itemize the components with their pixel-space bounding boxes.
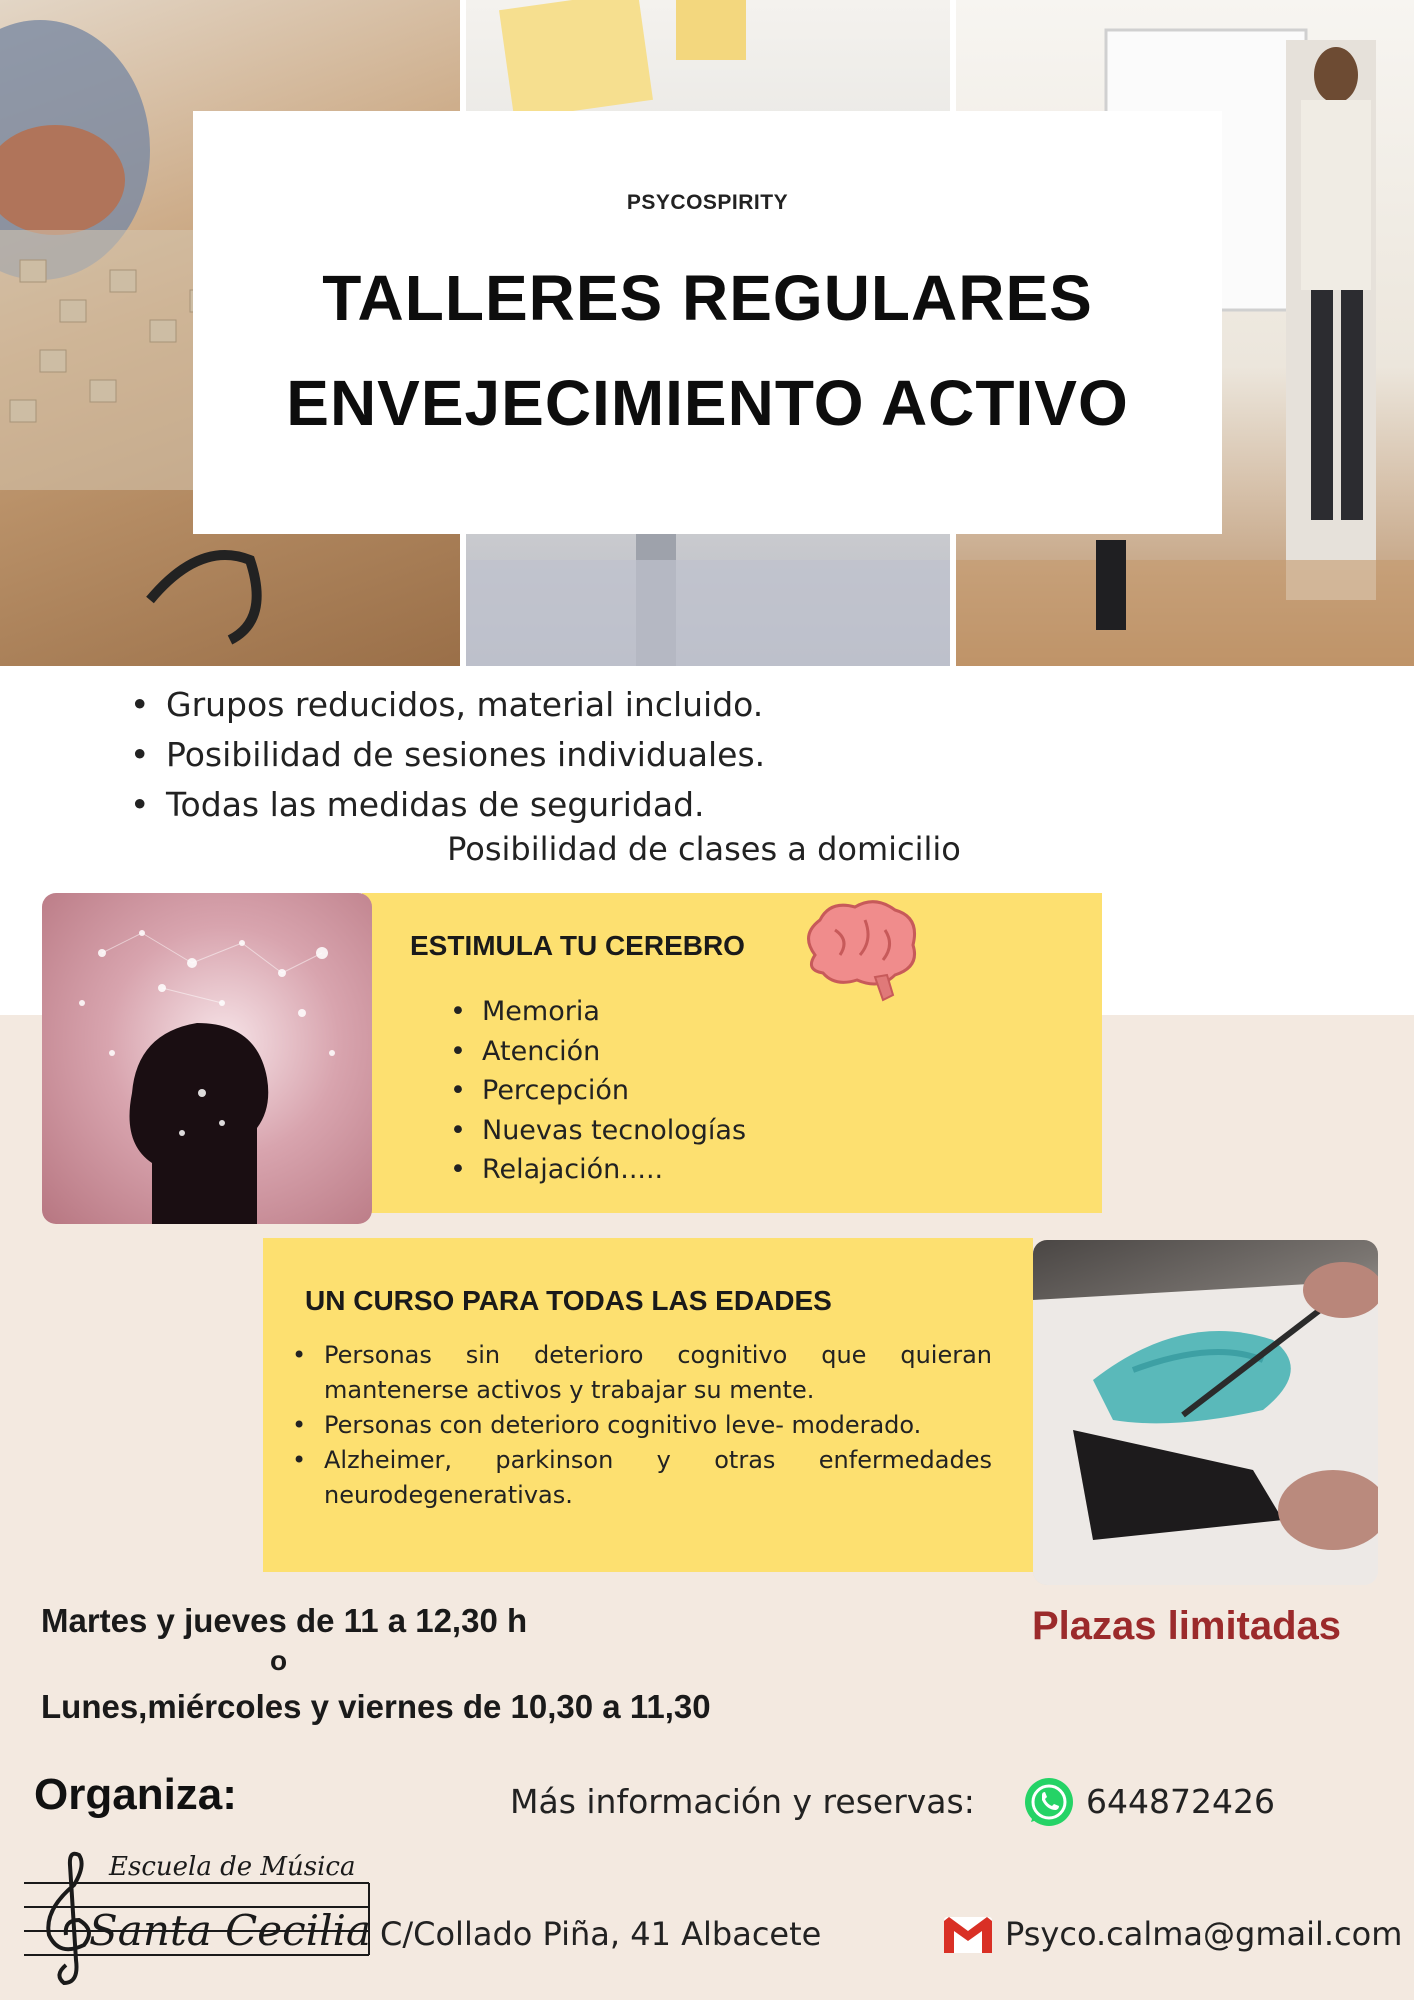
list-item: • Percepción (450, 1071, 746, 1111)
list-item: • Grupos reducidos, material incluido. (130, 680, 765, 730)
features-list (130, 680, 765, 830)
page-title-line1: TALLERES REGULARES (322, 262, 1093, 334)
list-item: • Atención (450, 1032, 746, 1072)
address: C/Collado Piña, 41 Albacete (380, 1915, 822, 1953)
list-item: • Relajación..... (450, 1150, 746, 1190)
home-visits-note (0, 830, 1414, 868)
list-item: • Alzheimer, parkinson y otras enfermedades neurodegenerativas. (292, 1443, 992, 1513)
ages-list (292, 1338, 992, 1513)
gmail-icon (942, 1913, 994, 1955)
limited-places-label: Plazas limitadas (1032, 1604, 1342, 1648)
schedule-or: o (270, 1645, 288, 1676)
treble-clef-icon (48, 1854, 89, 1983)
organizer-label: Organiza: (34, 1770, 237, 1819)
email-address[interactable]: Psyco.calma@gmail.com (1005, 1915, 1403, 1953)
brain-section-title: ESTIMULA TU CEREBRO (410, 930, 745, 961)
brand-name: PSYCOSPIRITY (626, 191, 789, 214)
logo-school-line2: Santa Cecilia (89, 1906, 371, 1955)
info-label: Más información y reservas: (510, 1782, 975, 1821)
home-visits-text: Posibilidad de clases a domicilio (447, 830, 961, 868)
list-item: • Personas con deterioro cognitivo leve- moderado. (292, 1408, 992, 1443)
painting-hand-image (1033, 1240, 1378, 1585)
brain-icon (795, 895, 925, 1005)
title-card (193, 111, 1222, 534)
page-title-line2: ENVEJECIMIENTO ACTIVO (286, 367, 1129, 439)
list-item: • Todas las medidas de seguridad. (130, 780, 765, 830)
schedule-option-2: Lunes,miércoles y viernes de 10,30 a 11,30 (41, 1688, 711, 1725)
list-item: • Posibilidad de sesiones individuales. (130, 730, 765, 780)
hero-collage (0, 0, 1414, 666)
phone-number[interactable]: 644872426 (1086, 1782, 1275, 1821)
schedule-option-1: Martes y jueves de 11 a 12,30 h (41, 1602, 528, 1639)
list-item: • Nuevas tecnologías (450, 1111, 746, 1151)
logo-school-line1: Escuela de Música (109, 1852, 356, 1882)
list-item: • Personas sin deterioro cognitivo que quieran mantenerse activos y trabajar su mente. (292, 1338, 992, 1408)
music-school-logo (24, 1845, 374, 1985)
list-item: • Memoria (450, 992, 746, 1032)
whatsapp-icon (1023, 1776, 1075, 1828)
brain-network-image (42, 893, 372, 1224)
ages-section-title: UN CURSO PARA TODAS LAS EDADES (305, 1285, 832, 1316)
brain-skills-list (450, 992, 746, 1190)
